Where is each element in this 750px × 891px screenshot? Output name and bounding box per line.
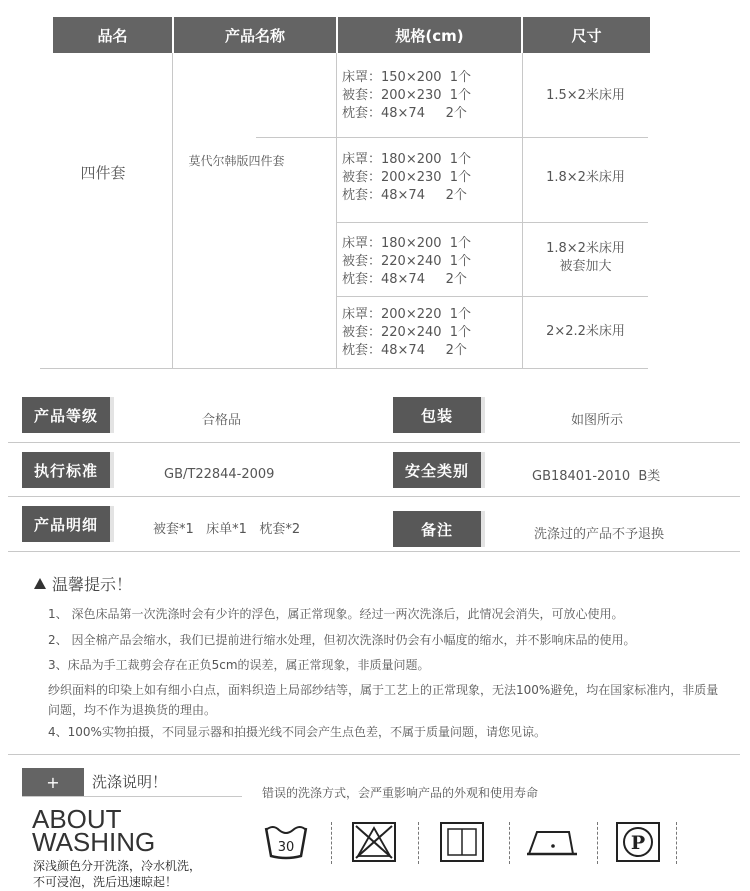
instruction-line: 深浅颜色分开洗涤，冷水机洗， <box>33 859 202 873</box>
detail-label: 产品明细 <box>22 506 110 542</box>
safety-label: 安全类别 <box>393 452 481 488</box>
icon-divider <box>418 822 419 864</box>
product-cell: 四件套 <box>80 164 126 182</box>
standard-label: 执行标准 <box>22 452 110 488</box>
note-label: 备注 <box>393 511 481 547</box>
spec-cell: 床罩：180×200 1个 被套：220×240 1个 枕套：48×74 2个 <box>342 236 472 287</box>
size-cell: 2×2.2米床用 <box>546 324 625 339</box>
safety-value: GB18401-2010 B类 <box>532 469 661 484</box>
table-divider <box>336 53 337 368</box>
spec-cell: 床罩：150×200 1个 被套：200×230 1个 枕套：48×74 2个 <box>342 70 472 121</box>
washing-warning: 错误的洗涤方式，会严重影响产品的外观和使用寿命 <box>262 786 539 800</box>
grade-label: 产品等级 <box>22 397 110 433</box>
header-product: 品名 <box>53 17 172 53</box>
icon-divider <box>597 822 598 864</box>
dry-clean-p-icon <box>614 820 662 864</box>
icon-divider <box>676 822 677 864</box>
wash-30-icon <box>262 820 310 864</box>
table-divider <box>336 296 648 297</box>
instruction-line: 不可浸泡，洗后迅速晾起！ <box>33 875 178 889</box>
size-cell: 1.8×2米床用 被套加大 <box>546 241 625 274</box>
tip-item: 3、床品为手工裁剪会存在正负5cm的误差，属正常现象，非质量问题。 <box>48 658 430 672</box>
size-cell: 1.5×2米床用 <box>546 88 625 103</box>
plus-icon: + <box>46 772 60 792</box>
triangle-icon <box>34 578 46 589</box>
tips-title <box>34 572 132 595</box>
washing-instructions <box>33 858 201 890</box>
package-label: 包装 <box>393 397 481 433</box>
tip-item: 纱织面料的印染上如有细小白点，面料织造上局部纱结等，属于工艺上的正常现象，无法100%避免，均在国家标准内，非质量问题，均不作为退换货的理由。 <box>48 683 719 717</box>
grade-value: 合格品 <box>202 413 242 428</box>
table-divider <box>256 137 648 138</box>
size-cell: 1.8×2米床用 <box>546 170 625 185</box>
header-spec: 规格(cm) <box>338 17 521 53</box>
tip-item: 2、 因全棉产品会缩水，我们已提前进行缩水处理，但初次洗涤时仍会有小幅度的缩水，并不影响床品的使用。 <box>48 633 636 647</box>
section-separator <box>8 754 740 755</box>
iron-icon <box>525 820 581 864</box>
row-separator <box>8 442 740 443</box>
dry-clean-letter: P <box>630 832 646 854</box>
header-product-name: 产品名称 <box>174 17 336 53</box>
product-name-cell: 莫代尔韩版四件套 <box>188 154 285 168</box>
spec-cell: 床罩：200×220 1个 被套：220×240 1个 枕套：48×74 2个 <box>342 307 472 358</box>
about-line: WASHING <box>32 827 156 857</box>
spec-cell: 床罩：180×200 1个 被套：200×230 1个 枕套：48×74 2个 <box>342 152 472 203</box>
no-bleach-icon <box>350 820 398 864</box>
about-washing <box>32 804 156 857</box>
tumble-dry-icon <box>438 820 486 864</box>
about-line: ABOUT <box>32 804 122 834</box>
table-divider <box>172 53 173 368</box>
tip-item: 1、 深色床品第一次洗涤时会有少许的浮色，属正常现象。经过一两次洗涤后，此情况会消失，可放心使用。 <box>48 607 624 621</box>
table-divider <box>336 222 648 223</box>
icon-divider <box>509 822 510 864</box>
note-value: 洗涤过的产品不予退换 <box>534 527 665 542</box>
washing-title: 洗涤说明！ <box>92 773 168 791</box>
washing-underline <box>22 796 242 797</box>
tip-item: 4、100%实物拍摄，不同显示器和拍摄光线不同会产生点色差，不属于质量问题，请您见谅。 <box>48 725 546 739</box>
icon-divider <box>331 822 332 864</box>
package-value: 如图所示 <box>571 413 624 428</box>
table-bottom-border <box>40 368 648 369</box>
tips-title-text: 温馨提示！ <box>52 575 133 594</box>
standard-value: GB/T22844-2009 <box>164 467 275 482</box>
header-size: 尺寸 <box>523 17 650 53</box>
row-separator <box>8 496 740 497</box>
detail-value: 被套*1 床单*1 枕套*2 <box>153 522 301 537</box>
washing-tab-slant <box>62 768 82 796</box>
row-separator <box>8 551 740 552</box>
wash-temp: 30 <box>277 840 295 855</box>
